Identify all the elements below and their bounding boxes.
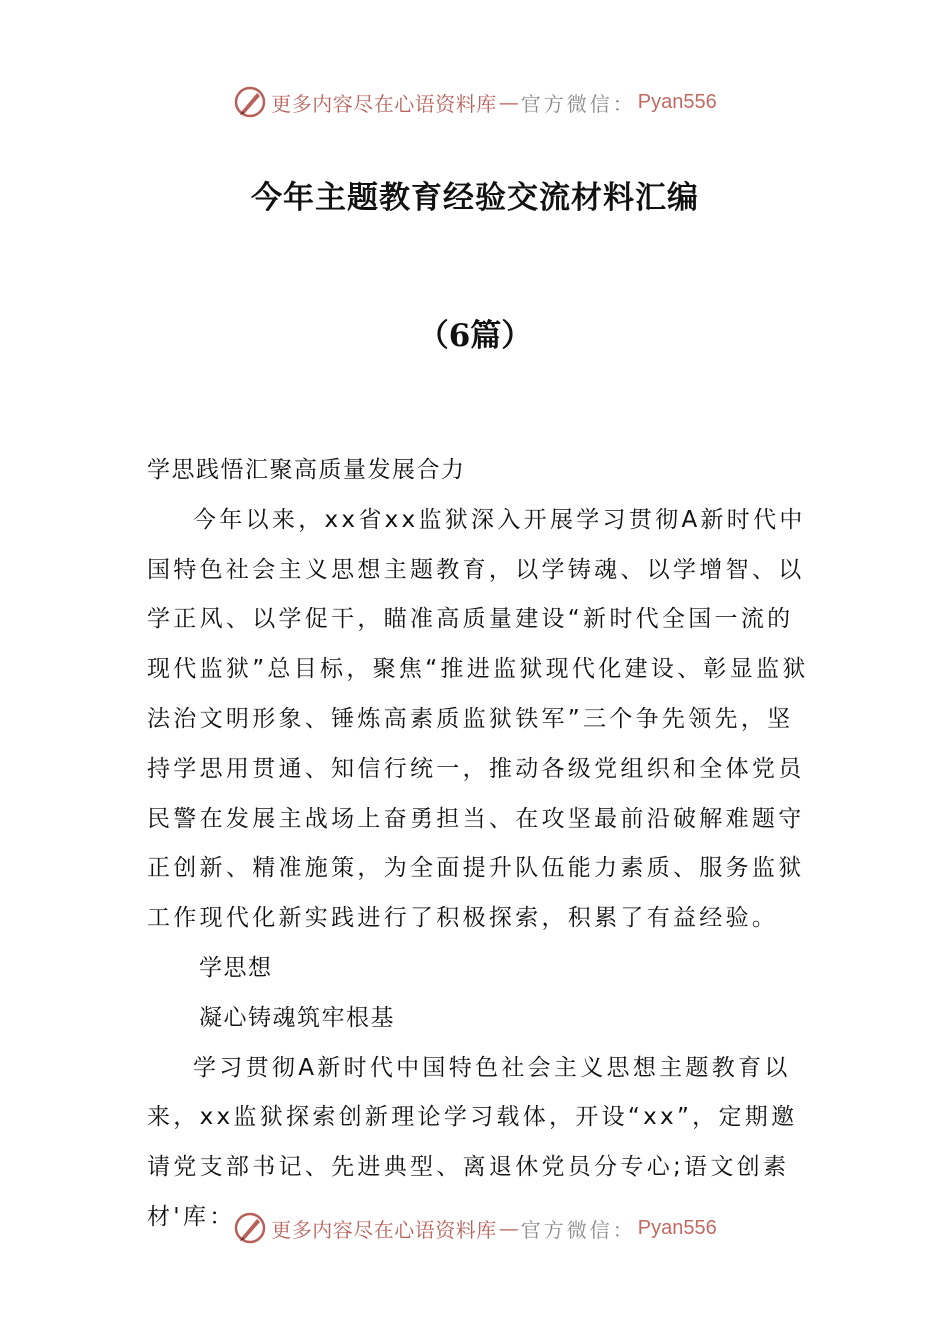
banner-separator: — (498, 1216, 519, 1240)
section-title: 学思践悟汇聚高质量发展合力 (147, 457, 466, 483)
banner-label: 官方微信： (520, 1217, 636, 1242)
banner-separator: — (498, 90, 519, 114)
banner-text: 更多内容尽在心语资料库 (271, 1217, 497, 1242)
header-watermark-banner (0, 82, 950, 122)
banner-text: 更多内容尽在心语资料库 (271, 91, 497, 116)
subheading: 学思想 (199, 954, 273, 981)
banner-handle: Pyan556 (637, 90, 717, 113)
pen-logo-icon (233, 1211, 267, 1245)
document-subtitle: （6篇） (417, 318, 533, 354)
banner-label: 官方微信： (520, 91, 636, 116)
paragraph: 今年以来，xx省xx监狱深入开展学习贯彻A新时代中国特色社会主义思想主题教育，以学铸魂、以学增智、以学正风、以学促干，瞄准高质量建设“新时代全国一流的现代监狱”总目标，聚焦“推进监狱现代化建设、彰显监狱法治文明形象、锤炼高素质监狱铁军”三个争先领先，坚持学思用贯通、知信行统一，推动各级党组织和全体党员民警在发展主战场上奋勇担当、在攻坚最前沿破解难题守正创新、精准施策，为全面提升队伍能力素质、服务监狱工作现代化新实践进行了积极探索，积累了有益经验。 (147, 506, 809, 932)
pen-logo-icon (233, 85, 267, 119)
document-title: 今年主题教育经验交流材料汇编 (251, 180, 699, 216)
banner-handle: Pyan556 (637, 1216, 717, 1239)
document-body (147, 446, 817, 1243)
paragraph: 学习贯彻A新时代中国特色社会主义思想主题教育以来，xx监狱探索创新理论学习载体，开设“xx”，定期邀请党支部书记、先进典型、离退休党员分专心;语文创素材'库： (147, 1054, 798, 1230)
subheading: 凝心铸魂筑牢根基 (199, 1004, 395, 1031)
footer-watermark-banner (0, 1208, 950, 1248)
